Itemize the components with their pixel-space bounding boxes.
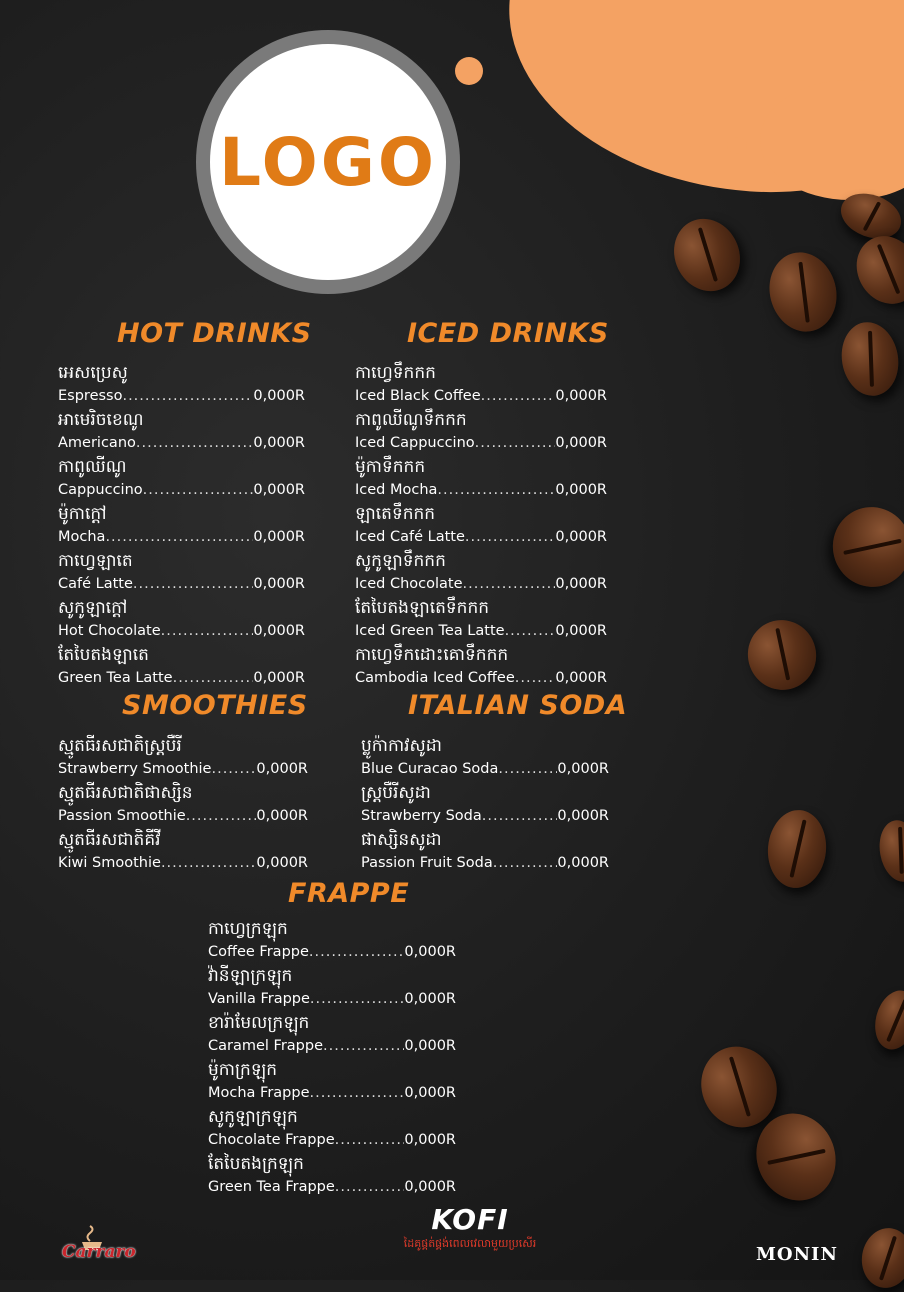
menu-item-price: 0,000R bbox=[555, 388, 607, 404]
coffee-bean-image bbox=[869, 986, 904, 1054]
menu-item-row bbox=[208, 1130, 456, 1150]
logo-circle bbox=[196, 30, 460, 294]
coffee-bean-image bbox=[822, 496, 904, 598]
menu-item bbox=[355, 456, 607, 503]
menu-item-khmer-name: ស្មូតធីរសជាតិស្ត្របឺរី bbox=[58, 736, 182, 756]
menu-item-row bbox=[355, 668, 607, 688]
logo-text: LOGO bbox=[210, 44, 446, 280]
menu-item-name: Green Tea Frappe bbox=[208, 1179, 335, 1195]
menu-item-row bbox=[58, 668, 305, 688]
menu-item bbox=[58, 409, 305, 456]
menu-item-khmer-name: ស្មូតធីរសជាតិគីវី bbox=[58, 830, 161, 850]
menu-item-price: 0,000R bbox=[557, 761, 609, 777]
menu-item-name: Iced Chocolate bbox=[355, 576, 463, 592]
menu-item-price: 0,000R bbox=[253, 435, 305, 451]
menu-item bbox=[208, 965, 456, 1012]
dot-leader bbox=[136, 433, 254, 453]
menu-item-name: Vanilla Frappe bbox=[208, 991, 310, 1007]
italian-soda-list bbox=[361, 735, 609, 876]
menu-item bbox=[58, 735, 308, 782]
dot-leader bbox=[161, 853, 256, 873]
kofi-logo bbox=[372, 1204, 568, 1260]
menu-item-price: 0,000R bbox=[253, 670, 305, 686]
menu-item-name: Iced Green Tea Latte bbox=[355, 623, 505, 639]
menu-item bbox=[355, 550, 607, 597]
menu-item-name: Kiwi Smoothie bbox=[58, 855, 161, 871]
menu-item-khmer-name: កាពូឈីណូទឹកកក bbox=[355, 410, 467, 430]
menu-item bbox=[58, 456, 305, 503]
dot-leader bbox=[122, 386, 253, 406]
menu-item-price: 0,000R bbox=[253, 482, 305, 498]
menu-item-khmer-name: សូកូឡាទឹកកក bbox=[355, 551, 446, 571]
menu-item-khmer-name: កាពូឈីណូ bbox=[58, 457, 127, 477]
menu-item-row bbox=[58, 386, 305, 406]
menu-item-price: 0,000R bbox=[404, 991, 456, 1007]
orange-splash-drop bbox=[455, 57, 483, 85]
menu-item-khmer-name: ស្មូតធីរសជាតិផាស្សិន bbox=[58, 783, 193, 803]
menu-item-row bbox=[355, 527, 607, 547]
menu-item-khmer-name: ម៉ូកាទឹកកក bbox=[355, 457, 426, 477]
menu-item bbox=[361, 735, 609, 782]
menu-item-row bbox=[208, 989, 456, 1009]
menu-item-name: Passion Smoothie bbox=[58, 808, 186, 824]
menu-item bbox=[208, 1153, 456, 1200]
kofi-brand-text: KOFI bbox=[431, 1203, 509, 1236]
frappe-list bbox=[208, 918, 456, 1200]
smoothies-list bbox=[58, 735, 308, 876]
menu-item-row bbox=[361, 853, 609, 873]
menu-item-row bbox=[355, 574, 607, 594]
coffee-bean-image bbox=[857, 1224, 904, 1292]
menu-item-row bbox=[58, 574, 305, 594]
dot-leader bbox=[493, 853, 558, 873]
dot-leader bbox=[173, 668, 254, 688]
menu-item bbox=[361, 829, 609, 876]
menu-item-khmer-name: ផាស្សិនសូដា bbox=[361, 830, 442, 850]
menu-item-name: Cambodia Iced Coffee bbox=[355, 670, 515, 686]
dot-leader bbox=[475, 433, 556, 453]
menu-item-khmer-name: តែបៃតងឡាតេ bbox=[58, 645, 149, 665]
carraro-logo bbox=[60, 1222, 136, 1268]
menu-item-row bbox=[58, 853, 308, 873]
coffee-bean-image bbox=[761, 245, 845, 339]
dot-leader bbox=[105, 527, 253, 547]
menu-item bbox=[208, 1059, 456, 1106]
dot-leader bbox=[335, 1130, 405, 1150]
menu-item bbox=[58, 644, 305, 691]
menu-item-name: Caramel Frappe bbox=[208, 1038, 324, 1054]
menu-item-khmer-name: កាហ្វេទឹកកក bbox=[355, 363, 436, 383]
menu-item bbox=[208, 1106, 456, 1153]
menu-item-row bbox=[208, 1036, 456, 1056]
menu-item-name: Café Latte bbox=[58, 576, 133, 592]
section-title-iced-drinks: ICED DRINKS bbox=[407, 318, 609, 349]
dot-leader bbox=[186, 806, 257, 826]
menu-item-row bbox=[208, 1083, 456, 1103]
menu-item-price: 0,000R bbox=[555, 529, 607, 545]
menu-item-name: Blue Curacao Soda bbox=[361, 761, 499, 777]
dot-leader bbox=[482, 806, 558, 826]
coffee-bean-image bbox=[738, 610, 826, 699]
menu-item-name: Green Tea Latte bbox=[58, 670, 173, 686]
dot-leader bbox=[463, 574, 556, 594]
coffee-bean-image bbox=[662, 208, 751, 302]
menu-item-khmer-name: ស្ត្របឺរីសូដា bbox=[361, 783, 431, 803]
section-title-smoothies: SMOOTHIES bbox=[122, 690, 308, 721]
menu-item-name: Mocha bbox=[58, 529, 106, 545]
menu-item-row bbox=[355, 621, 607, 641]
menu-item-row bbox=[58, 480, 305, 500]
menu-item bbox=[355, 597, 607, 644]
menu-item-khmer-name: ម៉ូកាក្រឡុក bbox=[208, 1060, 277, 1080]
menu-item-row bbox=[355, 433, 607, 453]
menu-item-price: 0,000R bbox=[555, 482, 607, 498]
menu-item-price: 0,000R bbox=[555, 670, 607, 686]
menu-item bbox=[58, 597, 305, 644]
orange-splash-drop bbox=[727, 137, 747, 154]
dot-leader bbox=[143, 480, 254, 500]
menu-item bbox=[355, 503, 607, 550]
menu-item-khmer-name: កាហ្វេក្រឡុក bbox=[208, 919, 288, 939]
menu-item-name: Iced Black Coffee bbox=[355, 388, 481, 404]
dot-leader bbox=[437, 480, 555, 500]
menu-item-khmer-name: សូកូឡាក្រឡុក bbox=[208, 1107, 298, 1127]
menu-item-price: 0,000R bbox=[253, 623, 305, 639]
menu-item-row bbox=[355, 386, 607, 406]
section-title-hot-drinks: HOT DRINKS bbox=[117, 318, 312, 349]
menu-item-name: Coffee Frappe bbox=[208, 944, 309, 960]
menu-item-name: Iced Café Latte bbox=[355, 529, 465, 545]
dot-leader bbox=[309, 942, 405, 962]
menu-item-price: 0,000R bbox=[404, 944, 456, 960]
menu-item bbox=[208, 1012, 456, 1059]
menu-item-name: Strawberry Smoothie bbox=[58, 761, 212, 777]
menu-item-name: Cappuccino bbox=[58, 482, 143, 498]
menu-item bbox=[58, 550, 305, 597]
menu-item-row bbox=[58, 806, 308, 826]
menu-item-khmer-name: ខារ៉ាមែលក្រឡុក bbox=[208, 1013, 310, 1033]
dot-leader bbox=[310, 1083, 405, 1103]
dot-leader bbox=[335, 1177, 405, 1197]
dot-leader bbox=[323, 1036, 404, 1056]
menu-item-price: 0,000R bbox=[555, 435, 607, 451]
menu-item bbox=[58, 503, 305, 550]
menu-item-row bbox=[361, 759, 609, 779]
menu-item-name: Strawberry Soda bbox=[361, 808, 482, 824]
menu-item-price: 0,000R bbox=[404, 1038, 456, 1054]
menu-item-name: Iced Mocha bbox=[355, 482, 438, 498]
coffee-bean-image bbox=[875, 817, 904, 885]
coffee-bean-image bbox=[765, 808, 830, 891]
menu-item bbox=[58, 782, 308, 829]
menu-item bbox=[355, 362, 607, 409]
menu-item-row bbox=[355, 480, 607, 500]
menu-item-row bbox=[208, 1177, 456, 1197]
menu-item-name: Passion Fruit Soda bbox=[361, 855, 493, 871]
menu-item bbox=[361, 782, 609, 829]
coffee-bean-image bbox=[836, 318, 904, 401]
menu-item-price: 0,000R bbox=[557, 855, 609, 871]
menu-item-price: 0,000R bbox=[555, 623, 607, 639]
menu-item-price: 0,000R bbox=[253, 576, 305, 592]
coffee-bean-image bbox=[845, 225, 904, 316]
menu-item-khmer-name: អេសប្រេសូ bbox=[58, 363, 128, 383]
menu-item-khmer-name: អាមេរិចខេណូ bbox=[58, 410, 144, 430]
iced-drinks-list bbox=[355, 362, 607, 691]
menu-item-row bbox=[58, 759, 308, 779]
dot-leader bbox=[465, 527, 556, 547]
menu-item-price: 0,000R bbox=[404, 1132, 456, 1148]
menu-item-khmer-name: សូកូឡាក្ដៅ bbox=[58, 598, 128, 618]
dot-leader bbox=[133, 574, 254, 594]
menu-item-price: 0,000R bbox=[253, 529, 305, 545]
dot-leader bbox=[505, 621, 556, 641]
hot-drinks-list bbox=[58, 362, 305, 691]
dot-leader bbox=[515, 668, 556, 688]
section-title-italian-soda: ITALIAN SODA bbox=[408, 690, 628, 721]
menu-item-khmer-name: វ៉ានីឡាក្រឡុក bbox=[208, 966, 293, 986]
menu-item-khmer-name: ម៉ូកាក្ដៅ bbox=[58, 504, 107, 524]
menu-item-row bbox=[208, 942, 456, 962]
menu-item bbox=[58, 362, 305, 409]
menu-item-row bbox=[361, 806, 609, 826]
menu-item-khmer-name: ឡាតេទឹកកក bbox=[355, 504, 436, 524]
menu-item-khmer-name: កាហ្វេទឹកដោះគោទឹកកក bbox=[355, 645, 509, 665]
menu-item bbox=[208, 918, 456, 965]
menu-item-name: Chocolate Frappe bbox=[208, 1132, 335, 1148]
menu-item bbox=[58, 829, 308, 876]
menu-item bbox=[355, 644, 607, 691]
menu-item bbox=[355, 409, 607, 456]
carraro-brand-text: Carraro bbox=[62, 1242, 136, 1262]
menu-item-price: 0,000R bbox=[256, 761, 308, 777]
menu-item-name: Americano bbox=[58, 435, 136, 451]
menu-item-name: Espresso bbox=[58, 388, 123, 404]
section-title-frappe: FRAPPE bbox=[288, 878, 410, 909]
menu-item-khmer-name: តែបៃតងឡាតេទឹកកក bbox=[355, 598, 490, 618]
menu-item-price: 0,000R bbox=[253, 388, 305, 404]
menu-item-row bbox=[58, 621, 305, 641]
dot-leader bbox=[498, 759, 557, 779]
monin-logo: MONIN bbox=[756, 1244, 838, 1265]
menu-item-name: Mocha Frappe bbox=[208, 1085, 310, 1101]
dot-leader bbox=[211, 759, 256, 779]
menu-item-khmer-name: ប្លូក៉ាកាវសូដា bbox=[361, 736, 442, 756]
menu-item-row bbox=[58, 433, 305, 453]
kofi-tagline: ដៃគូផ្គត់ផ្គង់ពេលវេលាមួយប្រសើរ bbox=[403, 1237, 537, 1250]
menu-item-khmer-name: តែបៃតងក្រឡុក bbox=[208, 1154, 304, 1174]
menu-item-price: 0,000R bbox=[256, 808, 308, 824]
menu-item-name: Hot Chocolate bbox=[58, 623, 161, 639]
dot-leader bbox=[161, 621, 254, 641]
menu-item-khmer-name: កាហ្វេឡាតេ bbox=[58, 551, 133, 571]
menu-item-price: 0,000R bbox=[557, 808, 609, 824]
menu-item-price: 0,000R bbox=[555, 576, 607, 592]
menu-item-price: 0,000R bbox=[404, 1085, 456, 1101]
menu-item-row bbox=[58, 527, 305, 547]
menu-item-name: Iced Cappuccino bbox=[355, 435, 475, 451]
dot-leader bbox=[310, 989, 404, 1009]
menu-item-price: 0,000R bbox=[404, 1179, 456, 1195]
menu-item-price: 0,000R bbox=[256, 855, 308, 871]
orange-splash-drop bbox=[671, 113, 715, 147]
dot-leader bbox=[481, 386, 556, 406]
